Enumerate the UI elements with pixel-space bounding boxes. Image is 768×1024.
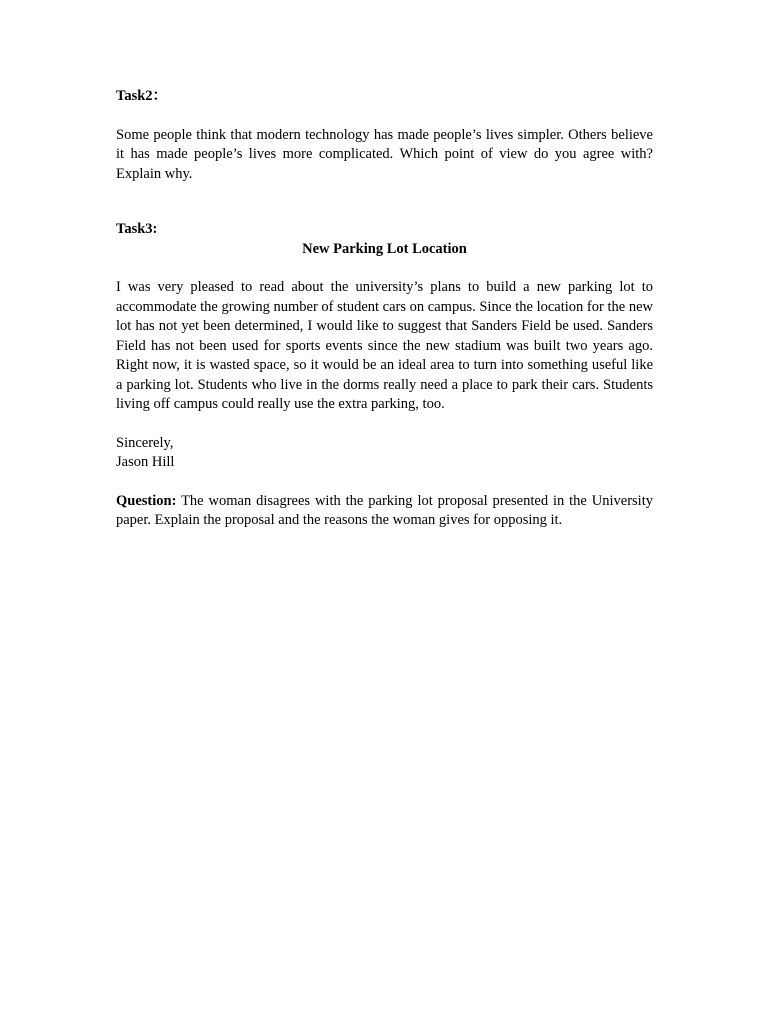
task3-heading: Task3: — [116, 221, 158, 237]
spacer — [116, 184, 653, 220]
question-text: The woman disagrees with the parking lot proposal presented in the University paper. Explain the proposal and the reasons the woman gives for opposing it. — [116, 492, 653, 528]
task2-heading: Task2： — [116, 88, 168, 104]
letter-body: I was very pleased to read about the university’s plans to build a new parking lot to accommodate the growing number of student cars on campus. Since the location for the new lot has not yet been determined, I would like to suggest that Sanders Field be used. Sanders Field has not been used for sports events since the new stadium was built two years ago. Right now, it is wasted space, so it would be an ideal area to turn into something useful like a parking lot. Students who live in the dorms really need a place to park their cars. Students living off campus could really use the extra parking, too. — [116, 279, 653, 412]
spacer — [116, 107, 653, 126]
question-paragraph — [116, 492, 653, 531]
spacer — [116, 415, 653, 434]
letter-closing: Sincerely, — [116, 434, 174, 451]
task2-prompt: Some people think that modern technology has made people’s lives simpler. Others believe it has made people’s lives more complicated. Which point of view do you agree with? Explain why. — [116, 126, 653, 182]
letter-title: New Parking Lot Location — [302, 240, 467, 257]
spacer — [116, 473, 653, 492]
question-label: Question: — [116, 492, 177, 509]
spacer — [116, 259, 653, 278]
letter-signature: Jason Hill — [116, 454, 175, 470]
document-page — [116, 87, 653, 531]
